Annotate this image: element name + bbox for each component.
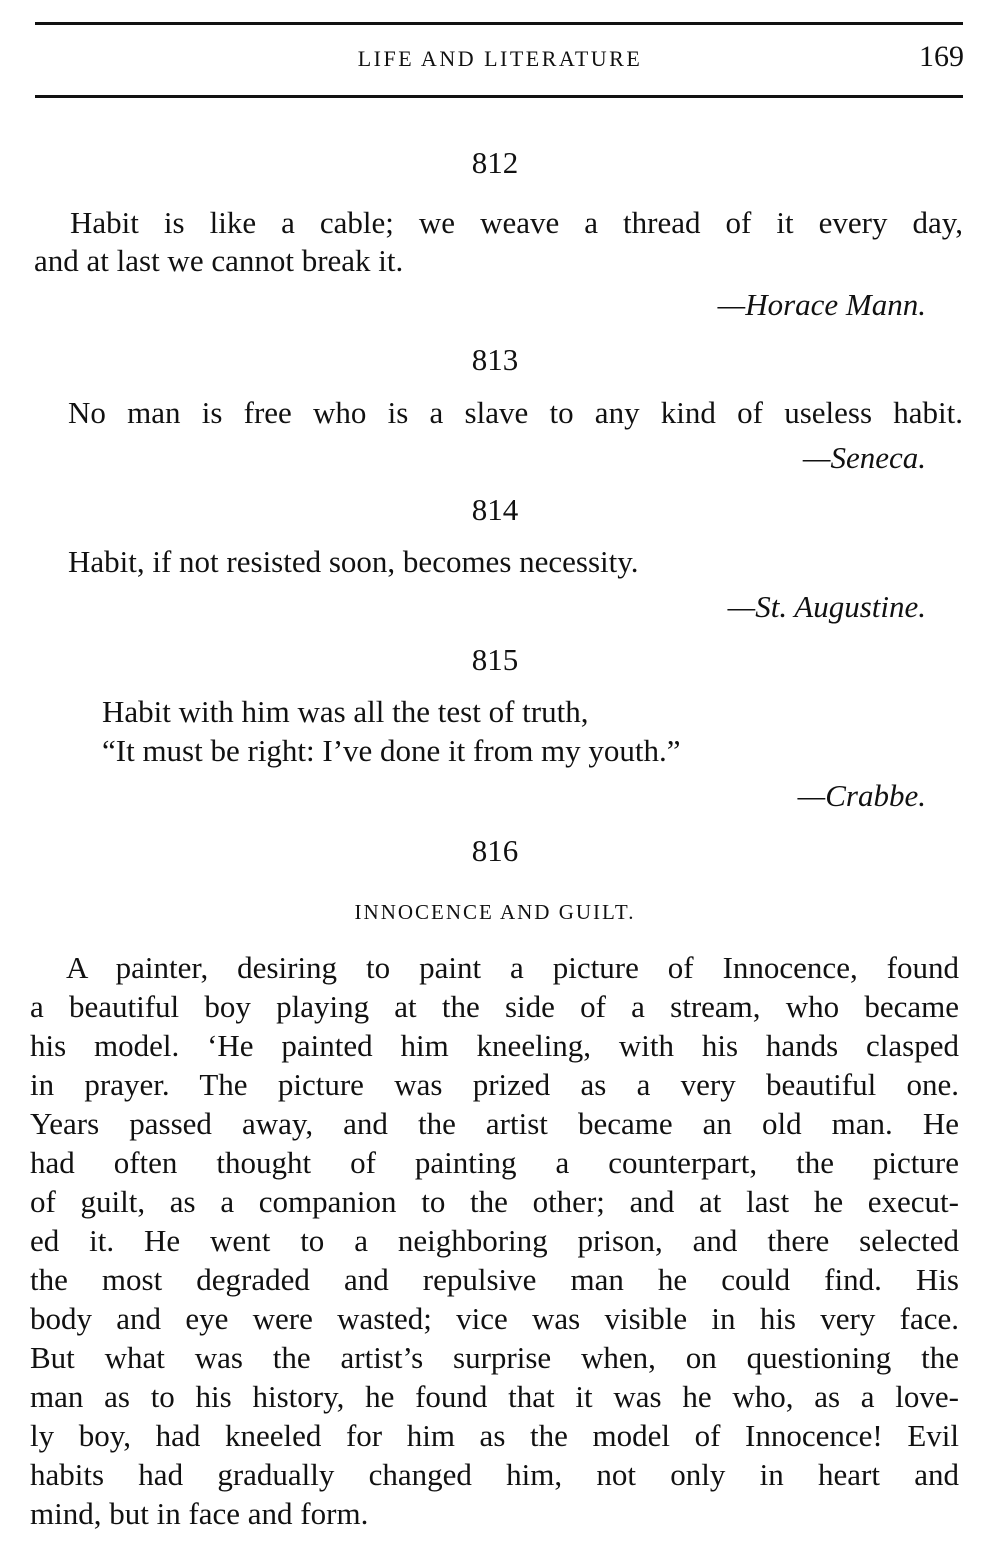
attribution: —St. Augustine. bbox=[727, 589, 926, 624]
paragraph-line: Years passed away, and the artist became an old man. He bbox=[30, 1106, 959, 1141]
paragraph-line: ed it. He went to a neighboring prison, and there selected bbox=[30, 1223, 959, 1258]
page-number: 169 bbox=[919, 40, 964, 73]
paragraph-line: A painter, desiring to paint a picture of Innocence, found bbox=[66, 950, 959, 985]
section-heading: INNOCENCE AND GUILT. bbox=[354, 900, 636, 924]
paragraph-line: had often thought of painting a counterpart, the picture bbox=[30, 1145, 959, 1180]
running-header-title: LIFE AND LITERATURE bbox=[357, 46, 643, 71]
entry-number: 814 bbox=[471, 492, 519, 527]
header-bottom-rule bbox=[35, 95, 963, 98]
attribution: —Horace Mann. bbox=[717, 287, 926, 322]
paragraph-line: of guilt, as a companion to the other; and at last he execut- bbox=[30, 1184, 959, 1219]
paragraph-line: ly boy, had kneeled for him as the model of Innocence! Evil bbox=[30, 1418, 959, 1453]
quote-line: and at last we cannot break it. bbox=[34, 243, 404, 278]
verse-line: Habit with him was all the test of truth, bbox=[102, 694, 589, 729]
paragraph-line: man as to his history, he found that it was he who, as a love- bbox=[30, 1379, 959, 1414]
paragraph-line: in prayer. The picture was prized as a very beautiful one. bbox=[30, 1067, 959, 1102]
entry-number: 815 bbox=[471, 642, 519, 677]
verse-line: “It must be right: I’ve done it from my youth.” bbox=[102, 733, 681, 768]
entry-number: 813 bbox=[471, 342, 519, 377]
entry-number: 812 bbox=[471, 145, 519, 180]
header-top-rule bbox=[35, 22, 963, 25]
paragraph-line: But what was the artist’s surprise when, on questioning the bbox=[30, 1340, 959, 1375]
paragraph-line: mind, but in face and form. bbox=[30, 1496, 369, 1531]
quote-line: Habit is like a cable; we weave a thread of it every day, bbox=[70, 205, 963, 240]
quote-line: No man is free who is a slave to any kind of useless habit. bbox=[68, 395, 963, 430]
attribution: —Crabbe. bbox=[797, 778, 926, 813]
paragraph-line: body and eye were wasted; vice was visible in his very face. bbox=[30, 1301, 959, 1336]
paragraph-line: a beautiful boy playing at the side of a stream, who became bbox=[30, 989, 959, 1024]
entry-number: 816 bbox=[471, 833, 519, 868]
paragraph-line: the most degraded and repulsive man he could find. His bbox=[30, 1262, 959, 1297]
paragraph-line: his model. ‘He painted him kneeling, with his hands clasped bbox=[30, 1028, 959, 1063]
quote-line: Habit, if not resisted soon, becomes necessity. bbox=[68, 544, 639, 579]
attribution: —Seneca. bbox=[802, 440, 926, 475]
paragraph-line: habits had gradually changed him, not only in heart and bbox=[30, 1457, 959, 1492]
